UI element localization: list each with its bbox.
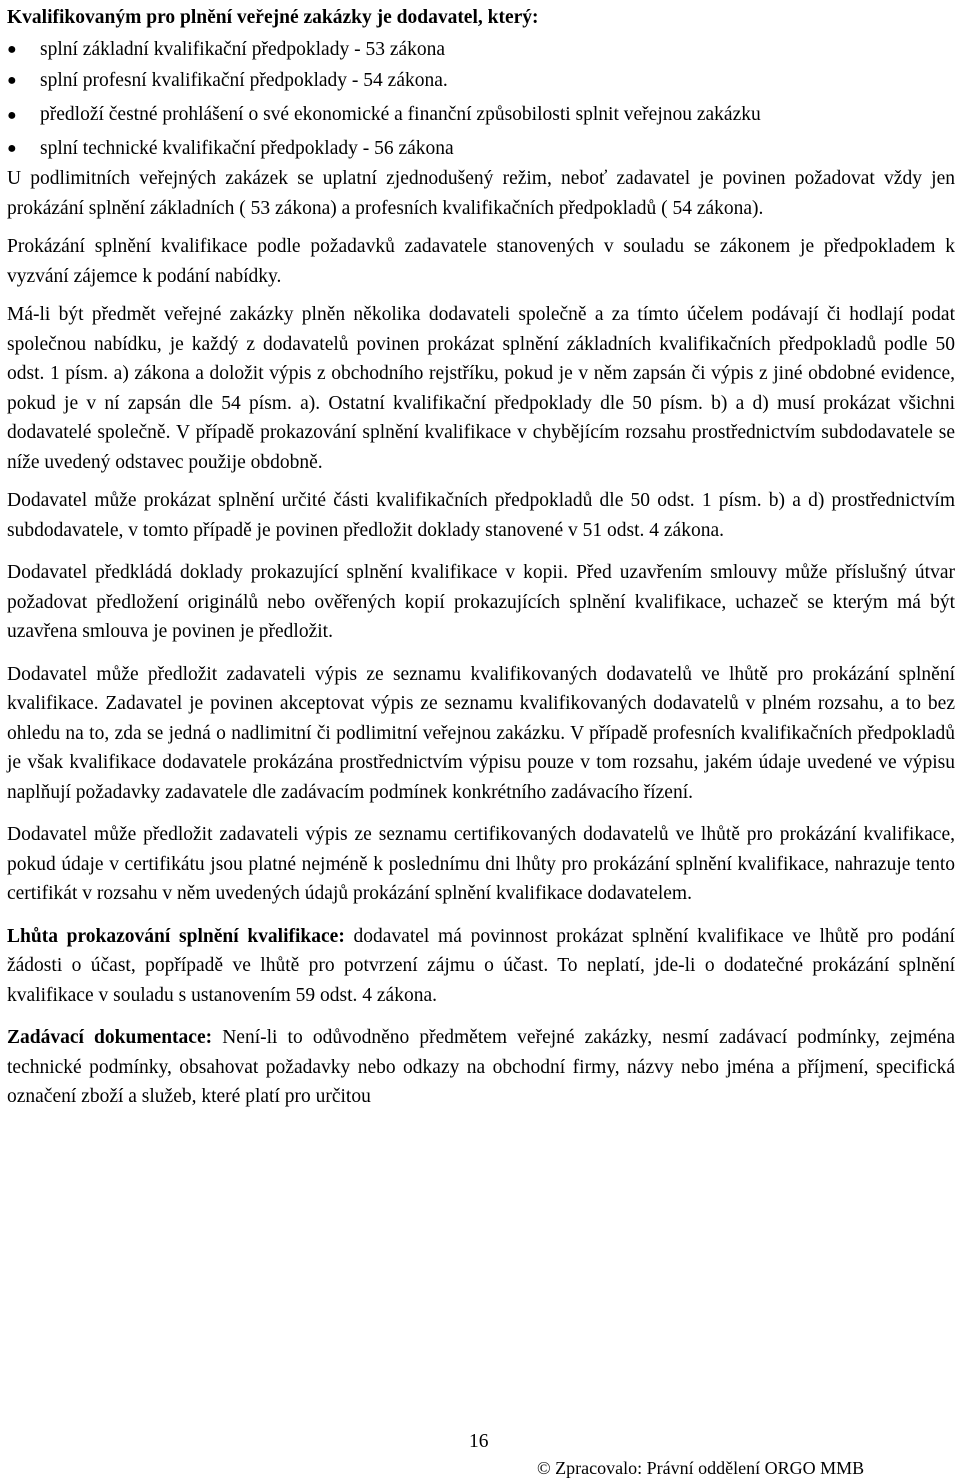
paragraph-lead: Zadávací dokumentace: bbox=[7, 1027, 213, 1048]
paragraph: Zadávací dokumentace: Není-li to odůvodněno předmětem veřejné zakázky, nesmí zadávací podmínky, zejména technické podmínky, obsahovat požadavky nebo odkazy na obchodní firmy, názvy nebo jména a příjmení, specifická označení zboží a služeb, které platí pro určitou bbox=[7, 1027, 955, 1107]
bullet-icon: ● bbox=[7, 41, 17, 58]
bullet-list bbox=[7, 34, 955, 165]
bullet-icon: ● bbox=[7, 140, 17, 157]
paragraph: Má-li být předmět veřejné zakázky plněn několika dodavateli společně a za tímto účelem podávají či hodlají podat společnou nabídku, je každý z dodavatelů povinen prokázat splnění základních kvalifikačních předpokladů podle 50 odst. 1 písm. a) zákona a doložit výpis z obchodního rejstříku, pokud je v něm zapsán či výpis z jiné obdobné evidence, pokud je v ní zapsán dle 54 písm. a). Ostatní kvalifikační předpoklady dle 50 písm. b) a d) musí prokázat všichni dodavatelé společně. V případě prokazování splnění kvalifikace v chybějícím rozsahu prostřednictvím subdodavatele se níže uvedený odstavec použije obdobně. bbox=[7, 304, 955, 473]
document-page bbox=[7, 4, 955, 1112]
paragraph: Lhůta prokazování splnění kvalifikace: dodavatel má povinnost prokázat splnění kvalifikace ve lhůtě pro podání žádosti o účast, popřípadě ve lhůtě pro potvrzení zájmu o účast. To neplatí, jde-li o dodatečné prokázání splnění kvalifikace v souladu s ustanovením 59 odst. 4 zákona. bbox=[7, 925, 955, 1006]
list-item: ● splní technické kvalifikační předpoklady - 56 zákona bbox=[7, 133, 955, 165]
paragraph: Dodavatel může prokázat splnění určité části kvalifikačních předpokladů dle 50 odst. 1 písm. b) a d) prostřednictvím subdodavatele, v tomto případě je povinen předložit doklady stanovené v 51 odst. 4 zákona. bbox=[7, 490, 955, 541]
bullet-icon: ● bbox=[7, 72, 17, 89]
list-item: ● splní základní kvalifikační předpoklady - 53 zákona bbox=[7, 34, 955, 66]
paragraph: Prokázání splnění kvalifikace podle požadavků zadavatele stanovených v souladu se zákonem je předpokladem k vyzvání zájemce k podání nabídky. bbox=[7, 236, 955, 287]
paragraph: U podlimitních veřejných zakázek se uplatní zjednodušený režim, neboť zadavatel je povinen požadovat vždy jen prokázání splnění základních ( 53 zákona) a profesních kvalifikačních předpokladů ( 54 zákona). bbox=[7, 168, 955, 219]
bullet-icon: ● bbox=[7, 107, 17, 124]
section-heading: Kvalifikovaným pro plnění veřejné zakázky je dodavatel, který: bbox=[7, 7, 539, 28]
paragraph: Dodavatel může předložit zadavateli výpis ze seznamu kvalifikovaných dodavatelů ve lhůtě pro prokázání splnění kvalifikace. Zadavatel je povinen akceptovat výpis ze seznamu kvalifikovaných dodavatelů v plném rozsahu, a to bez ohledu na to, zda se jedná o nadlimitní či podlimitní veřejnou zakázku. V případě profesních kvalifikačních předpokladů je však kvalifikace dodavatele prokázána prostřednictvím výpisu pouze v tom rozsahu, jakém údaje uvedené ve výpisu naplňují požadavky zadavatele dle zadávacím podmínek konkrétního zadávacího řízení. bbox=[7, 663, 955, 803]
paragraph-lead: Lhůta prokazování splnění kvalifikace: bbox=[7, 925, 345, 947]
paragraph: Dodavatel může předložit zadavateli výpis ze seznamu certifikovaných dodavatelů ve lhůtě pro prokázání kvalifikace, pokud údaje v certifikátu jsou platné nejméně k poslednímu dni lhůty pro prokázání splnění kvalifikace, nahrazuje tento certifikát v rozsahu v něm uvedených údajů prokázání splnění kvalifikace dodavatelem. bbox=[7, 824, 955, 904]
list-item: ● předloží čestné prohlášení o své ekonomické a finanční způsobilosti splnit veřejnou zakázku bbox=[7, 100, 955, 129]
paragraph: Dodavatel předkládá doklady prokazující splnění kvalifikace v kopii. Před uzavřením smlouvy může příslušný útvar požadovat předložení originálů nebo ověřených kopií prokazujících splnění kvalifikace, uchazeč se kterým má být uzavřena smlouva je povinen je předložit. bbox=[7, 562, 955, 642]
list-item: ● splní profesní kvalifikační předpoklady - 54 zákona. bbox=[7, 65, 955, 97]
page-number: 16 bbox=[469, 1431, 489, 1452]
footer-credit: © Zpracovalo: Právní oddělení ORGO MMB bbox=[537, 1458, 865, 1478]
